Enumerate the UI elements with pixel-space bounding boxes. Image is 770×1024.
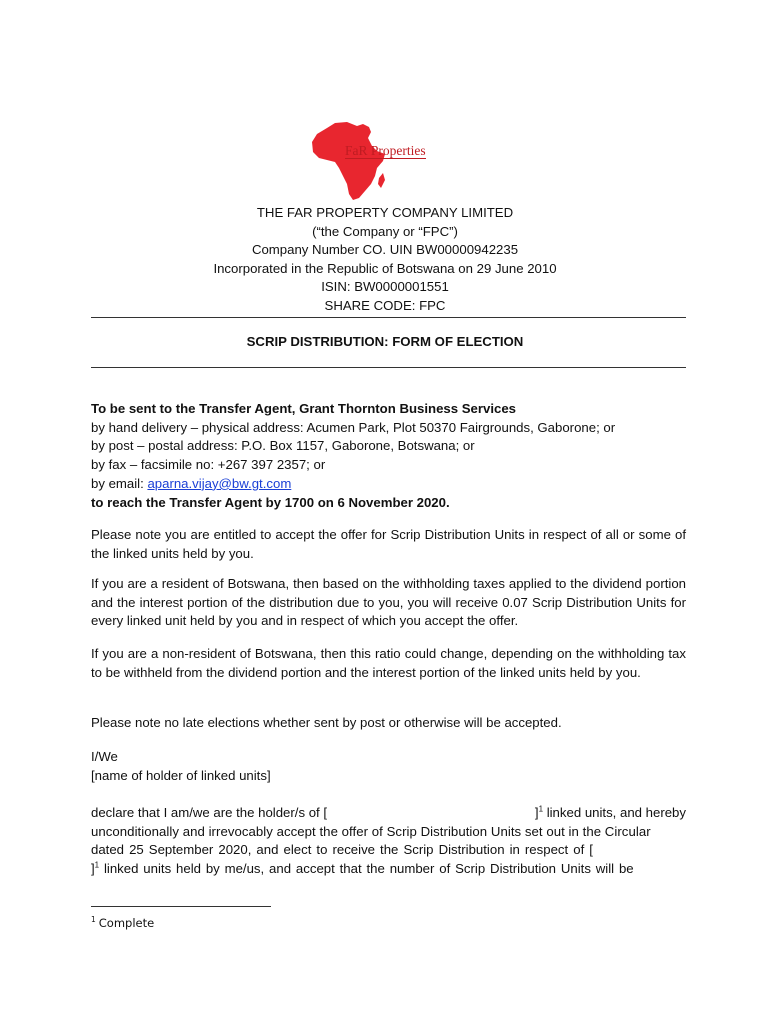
- email-line: [91, 475, 686, 494]
- share-code: SHARE CODE: FPC: [324, 297, 446, 313]
- footnote-ref: 1: [538, 804, 544, 814]
- declaration-line-1-text: declare that I am/we are the holder/s of [: [91, 805, 328, 820]
- bracket-close: ]: [534, 805, 539, 820]
- footnote-number: 1: [91, 915, 96, 924]
- hand-delivery-line: by hand delivery – physical address: Acumen Park, Plot 50370 Fairgrounds, Gaborone; or: [91, 419, 616, 435]
- declaration-line-4-text: linked units held by me/us, and accept that the number of Scrip Distribution Units will be: [99, 861, 634, 877]
- holder-name-field[interactable]: [name of holder of linked units]: [91, 767, 271, 783]
- africa-map-icon: [305, 118, 440, 204]
- iwe-label: I/We: [91, 749, 118, 764]
- footnote-ref-2: 1: [94, 860, 100, 870]
- company-number: Company Number CO. UIN BW00000942235: [251, 242, 519, 257]
- declaration-line-2-text: unconditionally and irrevocably accept the offer of Scrip Distribution Units set out in the Circular: [91, 823, 651, 839]
- email-prefix: by email:: [91, 475, 148, 491]
- declaration-line-1-tail: linked units, and hereby: [543, 805, 686, 820]
- divider-top: [91, 317, 686, 318]
- isin: ISIN: BW0000001551: [321, 279, 449, 294]
- submission-instructions: [91, 400, 686, 512]
- brand-text: FaR Properties: [345, 143, 426, 158]
- fax-line: by fax – facsimile no: +267 397 2357; or: [91, 457, 326, 473]
- company-name: THE FAR PROPERTY COMPANY LIMITED: [256, 205, 514, 220]
- deadline-line: to reach the Transfer Agent by 1700 on 6 November 2020.: [91, 494, 450, 510]
- declaration-line-1-end: [535, 804, 686, 823]
- company-logo: [305, 118, 440, 204]
- instructions-heading: To be sent to the Transfer Agent, Grant Thornton Business Services: [91, 401, 517, 416]
- paragraph-non-resident: If you are a non-resident of Botswana, then this ratio could change, depending on the withholding tax to be withheld from the dividend portion and the interest portion of the linked units held by you.: [91, 646, 686, 680]
- footnote: [91, 915, 154, 930]
- holder-section: [91, 748, 686, 785]
- declaration-line-1: [91, 804, 686, 823]
- divider-bottom: [91, 367, 686, 368]
- declaration-line-2: [91, 823, 686, 842]
- form-title: SCRIP DISTRIBUTION: FORM OF ELECTION: [246, 334, 524, 349]
- footnote-text: Complete: [98, 915, 155, 930]
- email-link[interactable]: aparna.vijay@bw.gt.com: [147, 475, 292, 491]
- paragraph-late-elections: Please note no late elections whether sent by post or otherwise will be accepted.: [91, 715, 562, 730]
- bracket-close-2: ]: [91, 861, 95, 877]
- company-header: [0, 204, 770, 315]
- company-alias: (“the Company or “FPC”): [312, 223, 458, 239]
- declaration: [91, 804, 686, 879]
- declaration-line-4: [91, 860, 686, 879]
- post-line: by post – postal address: P.O. Box 1157, Gaborone, Botswana; or: [91, 438, 475, 454]
- declaration-line-4-content: [91, 860, 634, 879]
- declaration-line-3: [91, 841, 686, 860]
- declaration-line-3-text: dated 25 September 2020, and elect to receive the Scrip Distribution in respect of [: [91, 842, 593, 858]
- footnote-divider: [91, 906, 271, 907]
- incorporation-info: Incorporated in the Republic of Botswana on 29 June 2010: [213, 260, 557, 276]
- paragraph-entitlement: Please note you are entitled to accept the offer for Scrip Distribution Units in respect of all or some of the linked units held by you.: [91, 527, 686, 561]
- paragraph-resident: If you are a resident of Botswana, then based on the withholding taxes applied to the dividend portion and the interest portion of the distribution due to you, you will receive 0.07 Scrip Distribution Units for every linked unit held by you and in respect of which you accept the offer.: [91, 576, 686, 629]
